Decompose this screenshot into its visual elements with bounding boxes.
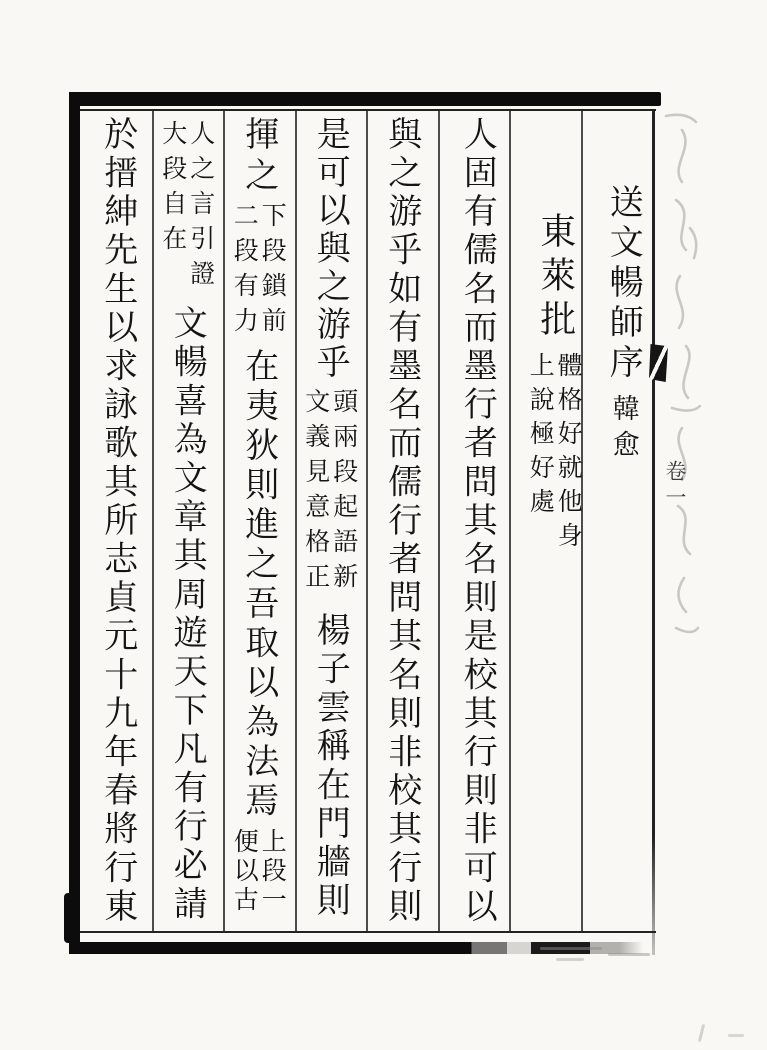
text-segment: 文暢喜為文章其周遊天下凡有行必請 <box>167 305 208 925</box>
note-right-line: 頭兩段起語新 <box>329 388 359 598</box>
column-donglai-commentary <box>519 112 591 934</box>
column-rule <box>438 111 440 931</box>
text-segment: 是可以與之游乎 <box>310 116 351 382</box>
text-segment: 送文暢師序 <box>603 184 644 384</box>
note-right-line: 下段鎖前 <box>258 202 288 342</box>
note-left-line: 二段有力 <box>230 202 260 342</box>
top-border-bar <box>69 92 661 106</box>
left-border-blob <box>64 893 79 943</box>
column-main-text-5 <box>152 112 224 934</box>
column-main-text-3 <box>295 112 367 934</box>
column-main-text-6 <box>82 112 154 934</box>
note-left-line: 上說極好處 <box>526 352 556 522</box>
text-segment: 人固有儒名而墨行者問其名則是校其行則非可以 <box>457 116 498 927</box>
column-main-text-1 <box>442 112 514 934</box>
note-right-line: 上段一 <box>258 828 288 915</box>
text-segment: 楊子雲稱在門牆則 <box>310 612 351 921</box>
left-border-bar <box>69 92 80 954</box>
note-left-line: 大段自在 <box>158 120 188 260</box>
text-segment: 於搢紳先生以求詠歌其所志貞元十九年春將行東 <box>97 116 138 927</box>
text-segment: 與之游乎如有墨名而儒行者問其名則非校其行則 <box>381 116 422 927</box>
wear-smudge <box>556 958 584 961</box>
note-left-line: 便以古 <box>230 828 260 915</box>
wear-smudge <box>540 947 602 950</box>
text-segment: 揮之 <box>238 116 279 198</box>
text-segment: 韓愈 <box>607 394 639 466</box>
column-title <box>588 112 660 934</box>
wear-smudge <box>698 1024 705 1042</box>
text-segment: 東萊批 <box>534 212 576 344</box>
interlinear-note <box>158 120 216 295</box>
ink-mark <box>649 344 668 382</box>
interlinear-note <box>230 828 288 915</box>
wear-smudge <box>728 1034 744 1037</box>
interlinear-note <box>301 388 359 598</box>
interlinear-note <box>526 352 584 556</box>
interlinear-note <box>230 202 288 342</box>
wear-smudge <box>608 953 650 956</box>
column-main-text-2 <box>366 112 438 934</box>
note-right-line: 人之言引證 <box>186 120 216 295</box>
volume-label: 卷一 <box>663 460 687 512</box>
note-right-line: 體格好就他身 <box>554 352 584 556</box>
text-segment: 在夷狄則進之吾取以為法焉 <box>238 348 279 822</box>
column-main-text-4 <box>223 112 295 934</box>
note-left-line: 文義見意格正 <box>301 388 331 598</box>
top-inner-rule <box>80 109 656 111</box>
